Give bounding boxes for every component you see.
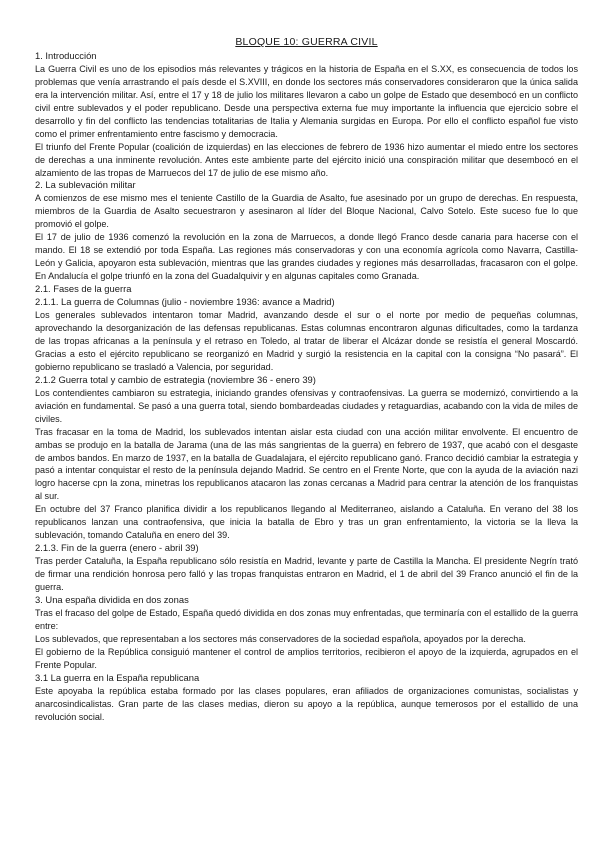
section-heading: 2.1.3. Fin de la guerra (enero - abril 39) <box>35 542 199 554</box>
section-heading: 3. Una españa dividida en dos zonas <box>35 593 189 605</box>
paragraph: La Guerra Civil es uno de los episodios más relevantes y trágicos en la historia de España en el S.XX, es consecuencia de todos los problemas que venía arrastrando el país desde el S.XVIII, en donde los sectores más conservadores consideraron que la única salida era la intervención militar. Así, entre el 17 y 18 de julio los militares llevaron a cabo un golpe de Estado que desembocó en un conflicto civil entre sublevados y el poder republicano. Desde una perspectiva externa fue muy importante la influencia que ejercicio sobre el desarrollo y fin del conflicto las tendencias totalitarias de Italia y Alemania surgidas en Europa. Por ello el conflicto español fue visto como el primer enfrentamiento entre fascismo y democracia. <box>35 63 578 139</box>
document-title: BLOQUE 10: GUERRA CIVIL <box>235 36 378 48</box>
section-heading: 2.1.1. La guerra de Columnas (julio - noviembre 1936: avance a Madrid) <box>35 296 335 308</box>
paragraph: El gobierno de la República consiguió mantener el control de amplios territorios, recibieron el apoyo de la izquierda, agrupados en el Frente Popular. <box>35 646 578 670</box>
section-heading: 2. La sublevación militar <box>35 179 136 191</box>
paragraph: Este apoyaba la república estaba formado por las clases populares, eran afiliados de organizaciones comunistas, socialistas y anarcosindicalistas. Gran parte de las clases medias, dieron su apoyo a la república, aunque temerosos por el estallido de una revolución social. <box>35 685 578 722</box>
paragraph: Los generales sublevados intentaron tomar Madrid, avanzando desde el sur o el norte por medio de pequeñas columnas, aprovechando la desorganización de las defensas republicanas. Estas columnas encontraron algunas dificultades, como la tardanza de las tropas africanas a la península y el retraso en Toledo, al tratar de liberar el Alcázar donde se resistía el general Moscardó. Gracias a esto el ejército republicano se reorganizó en Madrid y surgió la resistencia en la capital con la consigna “No pasará”. El gobierno republicano se trasladó a Valencia, por seguridad. <box>35 310 578 372</box>
section-heading: 1. Introducción <box>35 49 97 61</box>
section-heading: 3.1 La guerra en la España republicana <box>35 671 200 683</box>
paragraph: El triunfo del Frente Popular (coalición de izquierdas) en las elecciones de febrero de 1936 hizo aumentar el miedo entre los sectores de derechas a una inminente revolución. Antes este ambiente parte del ejército inició una conspiración militar que desembocó en el alzamiento de las tropas de Marruecos del 17 de julio de ese mismo año. <box>35 141 578 178</box>
section-heading: 2.1. Fases de la guerra <box>35 283 132 295</box>
paragraph: Tras fracasar en la toma de Madrid, los sublevados intentan aislar esta ciudad con una acción militar envolvente. El encuentro de ambas se produjo en la batalla de Jarama (una de las más sangrientas de la guerra) en febrero de 1937, que acabó con el desgaste de ambos bandos. En marzo de 1937, en la batalla de Guadalajara, el ejército republicano ganó. Franco decidió cambiar la estrategia y pasó a intentar conquistar el resto de la península dejando Madrid. Se centro en el Frente Norte, que con la ayuda de la aviación nazi logro hacerse cpn la zona, minetras los republicanos atacaron las zonas cercanas a Madrid para centrar la atención de los franquistas al sur. <box>35 426 578 502</box>
document-body <box>35 50 578 724</box>
paragraph: Los contendientes cambiaron su estrategia, iniciando grandes ofensivas y contraofensivas. La guerra se modernizó, convirtiendo a la aviación en fundamental. Se pasó a una guerra total, siendo bombardeadas ciudades y retaguardias, acabando con la vida de miles de civiles. <box>35 387 578 424</box>
section-heading: 2.1.2 Guerra total y cambio de estrategia (noviembre 36 - enero 39) <box>35 373 316 385</box>
paragraph: Los sublevados, que representaban a los sectores más conservadores de la sociedad española, apoyados por la derecha. <box>35 633 526 644</box>
paragraph: Tras el fracaso del golpe de Estado, España quedó dividida en dos zonas muy enfrentadas, que terminaría con el estallido de la guerra entre: <box>35 607 578 631</box>
paragraph: El 17 de julio de 1936 comenzó la revolución en la zona de Marruecos, a donde llegó Franco desde canaria para hacerse con el mando. El 18 se extendió por toda España. Las regiones más conservadoras y con una economía agrícola como Navarra, Castilla-León y Galicia, apoyaron esta sublevación, mientras que las grandes ciudades y regiones más desarrolladas, fracasaron con el golpe. En Andalucía el golpe triunfó en la zona del Guadalquivir y en algunas capitales como Granada. <box>35 232 578 282</box>
paragraph: A comienzos de ese mismo mes el teniente Castillo de la Guardia de Asalto, fue asesinado por un grupo de derechas. En respuesta, miembros de la Guardia de Asalto secuestraron y asesinaron al líder del Bloque Nacional, Calvo Sotelo. Este suceso fue lo que promovió el golpe. <box>35 193 578 230</box>
paragraph: Tras perder Cataluña, la España republicano sólo resistía en Madrid, levante y parte de Castilla la Mancha. El presidente Negrín trató de firmar una rendición honrosa pero falló y las tropas franquistas entraron en Madrid, el 1 de abril del 39 Franco anunció el fin de la guerra. <box>35 556 578 593</box>
paragraph: En octubre del 37 Franco planifica dividir a los republicanos llegando al Mediterraneo, aislando a Cataluña. En verano del 38 los republicanos lanzan una contraofensiva, que inicia la batalla de Ebro y tras un gran enfrentamiento, la victoria se la lleva la sublevación, tomando Cataluña en enero del 39. <box>35 504 578 541</box>
